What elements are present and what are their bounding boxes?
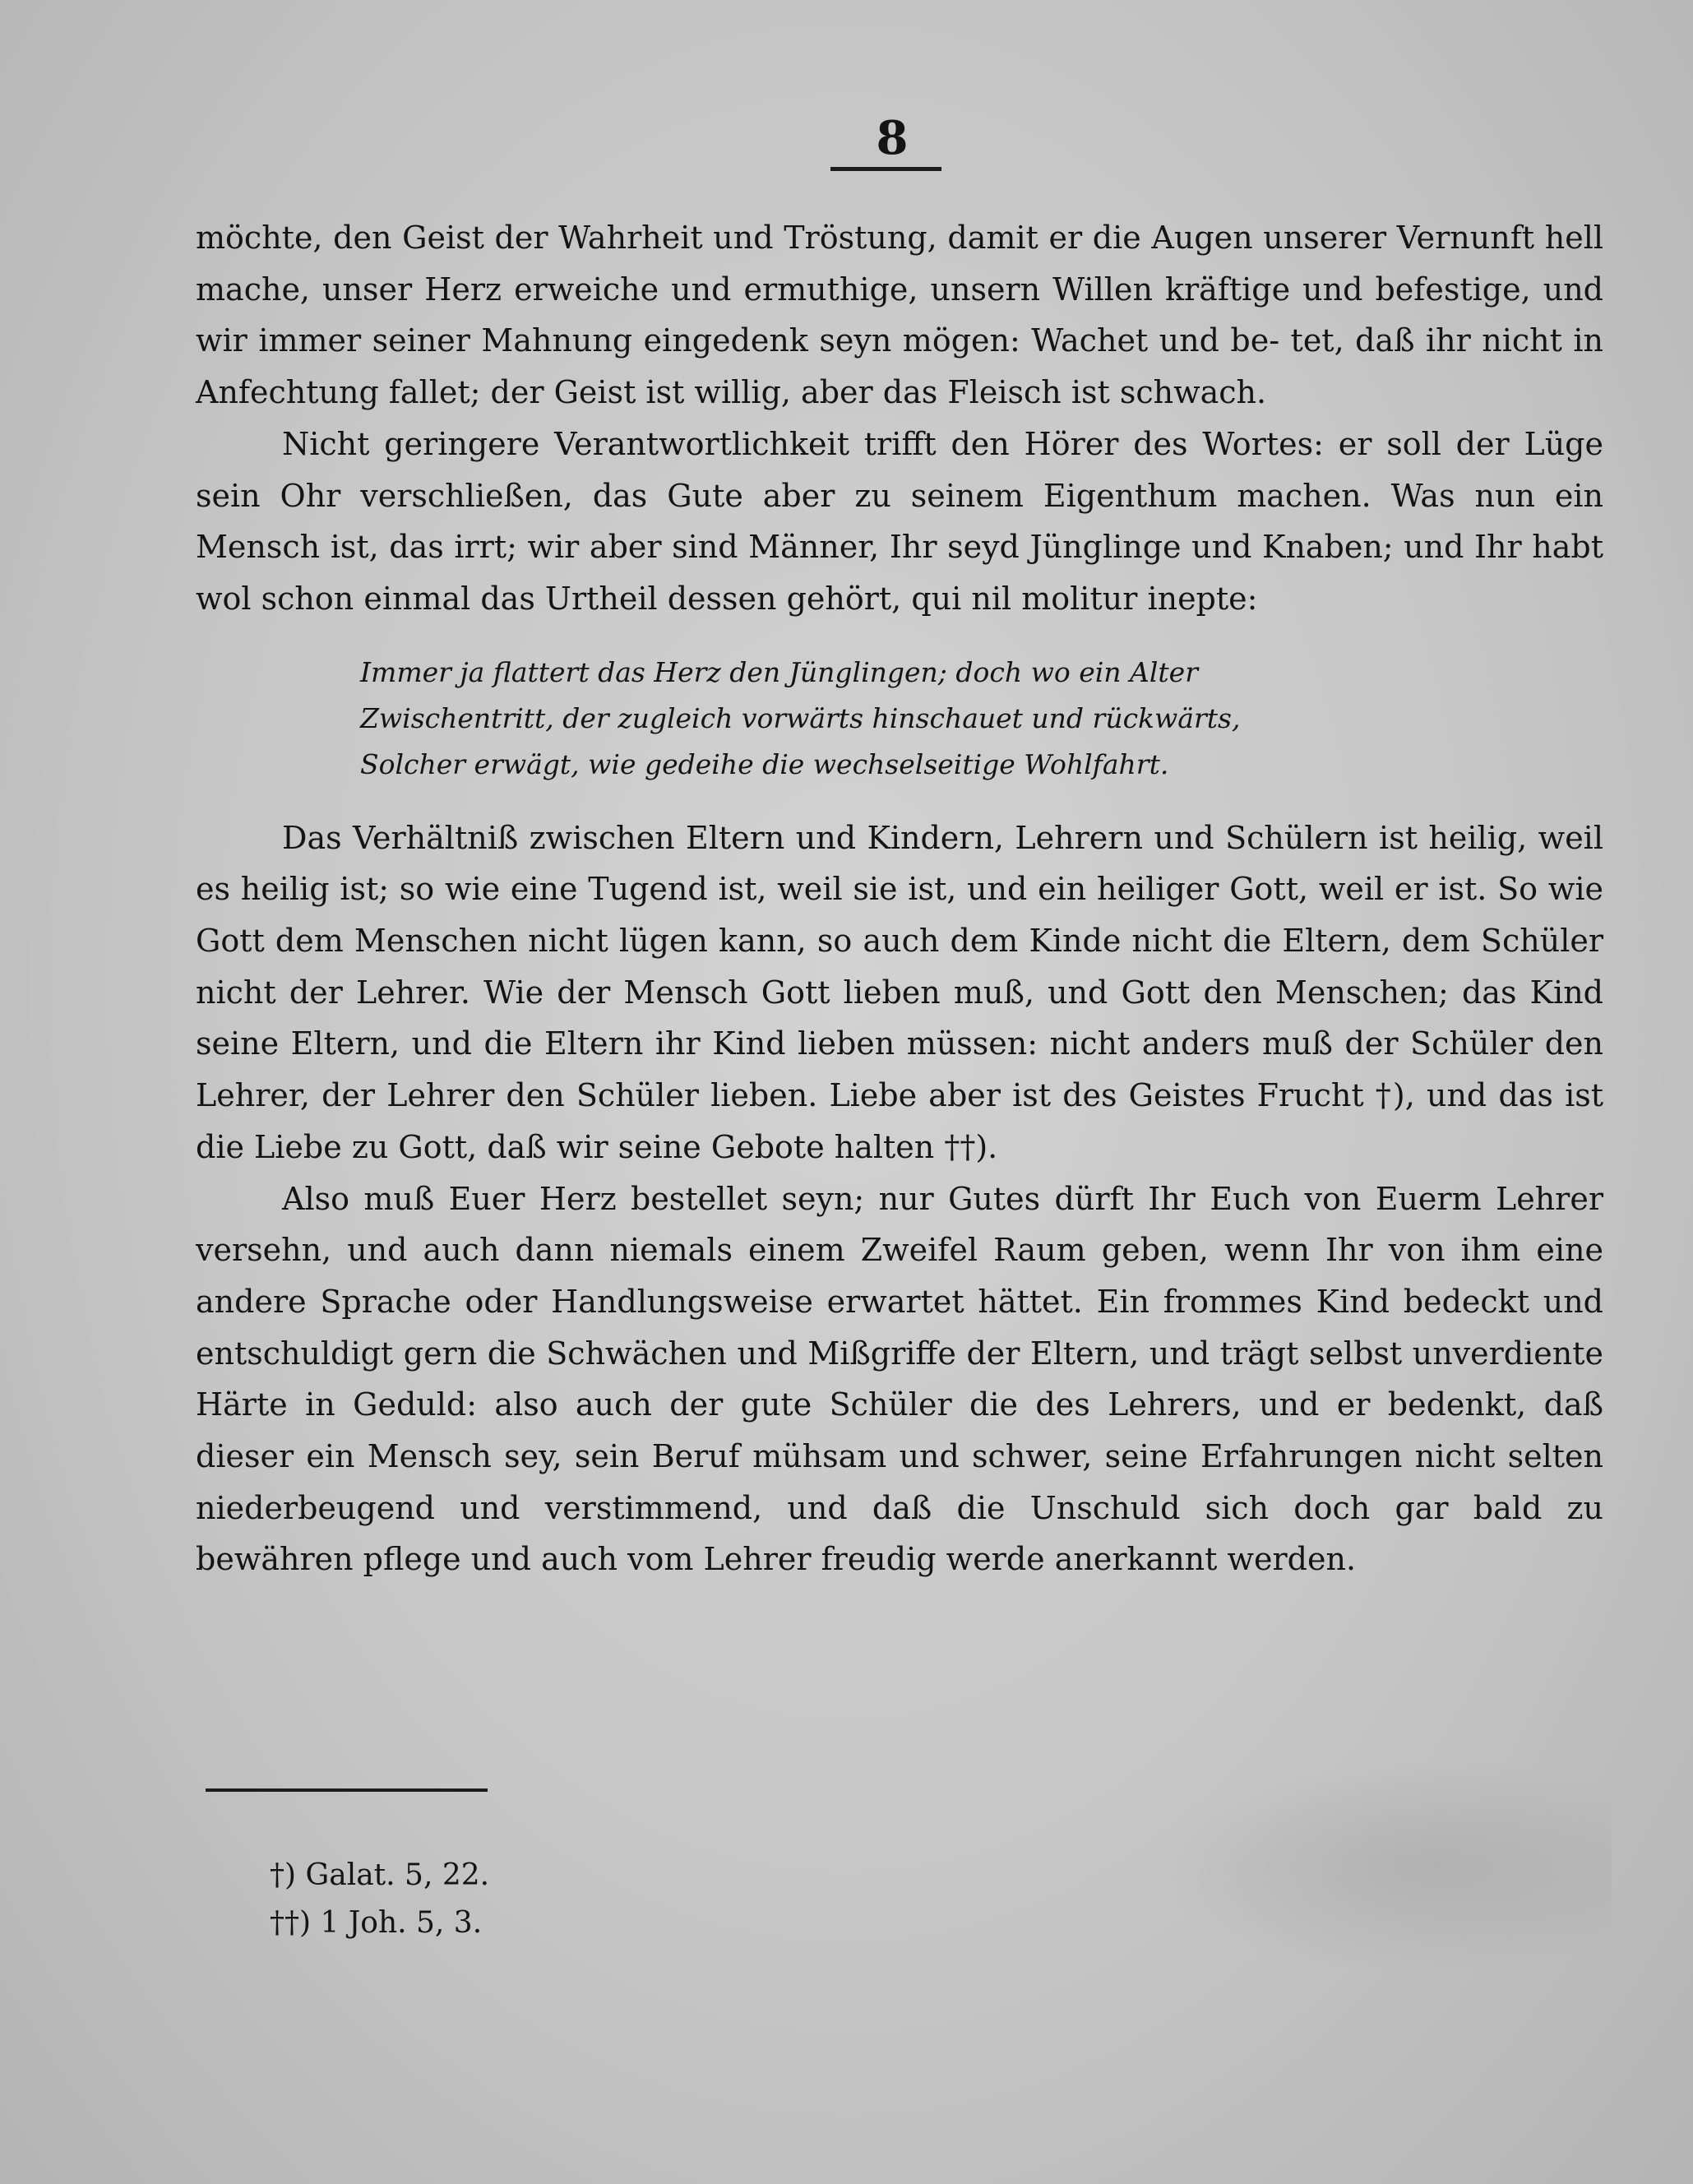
paragraph-3: Das Verhältniß zwischen Eltern und Kindern, Lehrern und Schülern ist heilig, weil es heilig ist; so wie eine Tugend ist, weil sie ist, und ein heiliger Gott, weil er ist. So wie Gott dem Menschen nicht lügen kann, so auch dem Kinde nicht die Eltern, dem Schüler nicht der Lehrer. Wie der Mensch Gott lieben muß, und Gott den Menschen; das Kind seine Eltern, und die Eltern ihr Kind lieben müssen: nicht anders muß der Schüler den Lehrer, der Lehrer den Schüler lieben. Liebe aber ist des Geistes Frucht †), und das ist die Liebe zu Gott, daß wir seine Gebote halten ††). [196,819,1603,1165]
paragraph-4: Also muß Euer Herz bestellet seyn; nur Gutes dürft Ihr Euch von Euerm Lehrer versehn, und auch dann niemals einem Zweifel Raum geben, wenn Ihr von ihm eine andere Sprache oder Handlungsweise erwartet hättet. Ein frommes Kind bedeckt und entschuldigt gern die Schwächen und Mißgriffe der Eltern, und trägt selbst unverdiente Härte in Geduld: also auch der gute Schüler die des Lehrers, und er bedenkt, daß dieser ein Mensch sey, sein Beruf mühsam und schwer, seine Erfahrungen nicht selten niederbeugend und verstimmend, und daß die Unschuld sich doch gar bald zu bewähren pflege und auch vom Lehrer freudig werde anerkannt werden. [196,1180,1603,1578]
verse-line-3: Solcher erwägt, wie gedeihe die wechselseitige Wohlfahrt. [360,747,1169,780]
verse-line-1: Immer ja flattert das Herz den Jünglingen; doch wo ein Alter [360,655,1198,688]
page-number: 8 [876,111,909,165]
footnotes [270,1852,489,1947]
paragraph-2: Nicht geringere Verantwortlichkeit trifft den Hörer des Wortes: er soll der Lüge sein Ohr verschließen, das Gute aber zu seinem Eigenthum machen. Was nun ein Mensch ist, das irrt; wir aber sind Männer, Ihr seyd Jünglinge und Knaben; und Ihr habt wol schon einmal das Urtheil dessen gehört, qui nil molitur inepte: [196,425,1603,617]
footnote-rule [206,1788,488,1792]
page-number-rule [830,167,941,171]
footnote-2: ††) 1 Joh. 5, 3. [270,1906,483,1940]
verse-quote [360,650,1603,788]
verse-line-2: Zwischentritt, der zugleich vorwärts hinschauet und rückwärts, [360,701,1241,734]
ink-bleed-through [1151,1760,1612,1973]
footnote-1: †) Galat. 5, 22. [270,1858,490,1892]
paragraph-1: möchte, den Geist der Wahrheit und Tröstung, damit er die Augen unserer Vernunft hell mache, unser Herz erweiche und ermuthige, unsern Willen kräftige und befestige, und wir immer seiner Mahnung eingedenk seyn mögen: Wachet und be- tet, daß ihr nicht in Anfechtung fallet; der Geist ist willig, aber das Fleisch ist schwach. [196,220,1603,411]
body-text [196,212,1603,1585]
